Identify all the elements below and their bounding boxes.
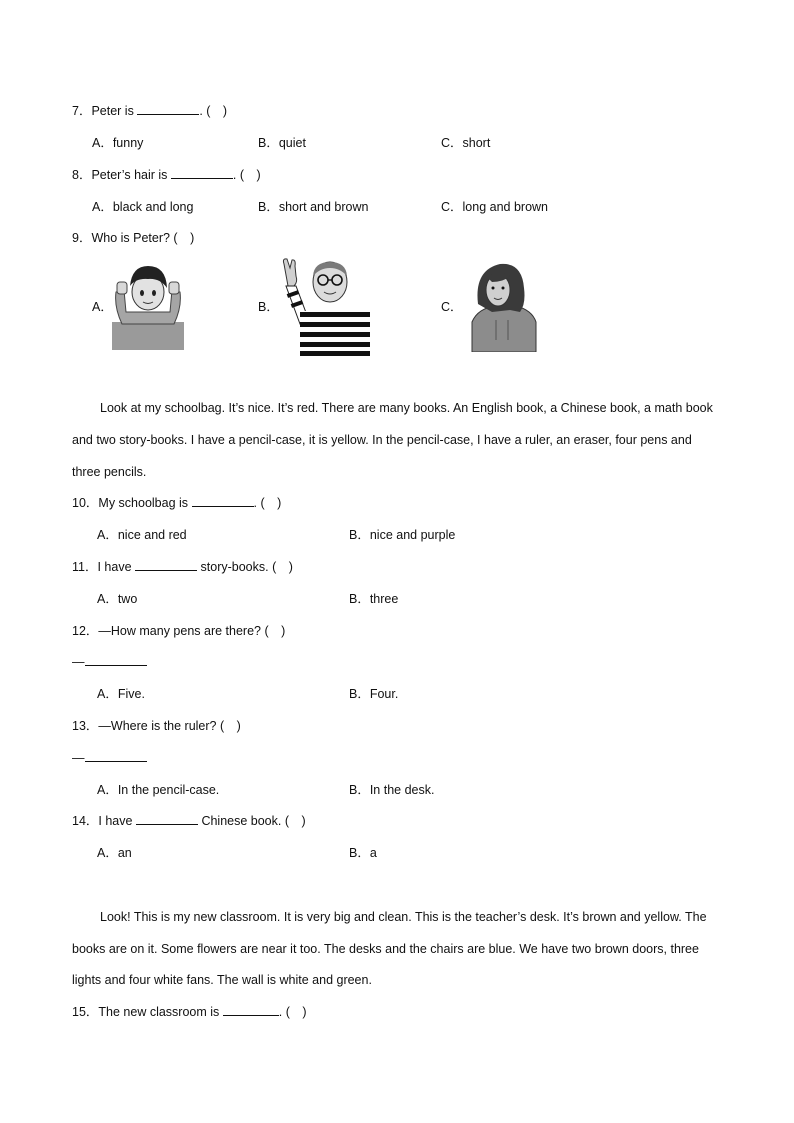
question-15 [72, 1004, 307, 1020]
long-hair-hoodie-image[interactable] [470, 260, 538, 352]
question-number: 14． [72, 814, 99, 828]
question-number: 9． [72, 231, 92, 245]
question-10 [72, 495, 281, 511]
question-14 [72, 813, 306, 829]
answer-blank[interactable] [135, 559, 197, 571]
question-stem: I have [98, 814, 133, 828]
question-stem-end: . ( ) [253, 496, 282, 510]
question-13 [72, 718, 241, 734]
answer-blank[interactable] [136, 813, 198, 825]
option-b[interactable]: B．short and brown [258, 200, 369, 214]
question-stem-end: story-books. ( ) [200, 560, 293, 574]
option-a[interactable]: A．two [97, 592, 138, 606]
question-number: 8． [72, 168, 92, 182]
answer-blank[interactable] [192, 495, 254, 507]
question-stem: I have [97, 560, 132, 574]
answer-line [72, 750, 147, 766]
boy-arms-up-image[interactable] [112, 262, 184, 350]
question-number: 7． [72, 104, 92, 118]
option-a[interactable]: A．In the pencil-case. [97, 783, 220, 797]
answer-blank[interactable] [171, 167, 233, 179]
option-a[interactable]: A．funny [92, 136, 144, 150]
passage-3-line-2: books are on it. Some flowers are near it too. The desks and the chairs are blue. We have two brown doors, three [72, 942, 699, 956]
option-b[interactable]: B．Four. [349, 687, 399, 701]
question-stem-end: . ( ) [232, 168, 261, 182]
question-stem-end: . ( ) [199, 104, 228, 118]
option-a[interactable]: A．an [97, 846, 132, 860]
passage-3-line-1: Look! This is my new classroom. It is very big and clean. This is the teacher’s desk. It’s brown and yellow. The [100, 910, 707, 924]
question-number: 12． [72, 624, 99, 638]
option-c[interactable]: C．short [441, 136, 491, 150]
question-stem: My schoolbag is [98, 496, 189, 510]
answer-blank[interactable] [223, 1004, 279, 1016]
question-stem: —Where is the ruler? ( ) [98, 719, 241, 733]
option-b[interactable]: B．a [349, 846, 377, 860]
question-stem: Who is Peter? ( ) [91, 231, 195, 245]
question-11 [72, 559, 293, 575]
option-b[interactable]: B．In the desk. [349, 783, 435, 797]
question-number: 15． [72, 1005, 99, 1019]
question-number: 11． [72, 560, 98, 574]
question-stem: The new classroom is [98, 1005, 220, 1019]
question-7 [72, 103, 227, 119]
passage-2-line-3: three pencils. [72, 465, 147, 479]
answer-dash: — [72, 655, 85, 669]
option-a[interactable]: A． [92, 300, 113, 314]
passage-2-line-1: Look at my schoolbag. It’s nice. It’s red. There are many books. An English book, a Chinese book, a math book [100, 401, 713, 415]
passage-2-line-2: and two story-books. I have a pencil-case, it is yellow. In the pencil-case, I have a ruler, an eraser, four pens and [72, 433, 692, 447]
question-number: 13． [72, 719, 99, 733]
question-number: 10． [72, 496, 99, 510]
option-b[interactable]: B． [258, 300, 279, 314]
option-c[interactable]: C．long and brown [441, 200, 549, 214]
answer-blank[interactable] [85, 654, 147, 666]
option-a[interactable]: A．nice and red [97, 528, 187, 542]
answer-line [72, 654, 147, 670]
option-c[interactable]: C． [441, 300, 463, 314]
question-stem-end: . ( ) [278, 1005, 307, 1019]
boy-glasses-striped-image[interactable] [278, 256, 372, 356]
question-9 [72, 230, 194, 246]
option-b[interactable]: B．nice and purple [349, 528, 456, 542]
option-b[interactable]: B．quiet [258, 136, 306, 150]
question-stem: Peter’s hair is [91, 168, 168, 182]
option-a[interactable]: A．black and long [92, 200, 194, 214]
passage-3-line-3: lights and four white fans. The wall is white and green. [72, 973, 372, 987]
question-stem-end: Chinese book. ( ) [201, 814, 306, 828]
answer-blank[interactable] [85, 750, 147, 762]
answer-blank[interactable] [137, 103, 199, 115]
option-b[interactable]: B．three [349, 592, 399, 606]
option-a[interactable]: A．Five. [97, 687, 145, 701]
question-12 [72, 623, 285, 639]
question-stem: Peter is [91, 104, 134, 118]
answer-dash: — [72, 751, 85, 765]
question-8 [72, 167, 261, 183]
question-stem: —How many pens are there? ( ) [98, 624, 286, 638]
